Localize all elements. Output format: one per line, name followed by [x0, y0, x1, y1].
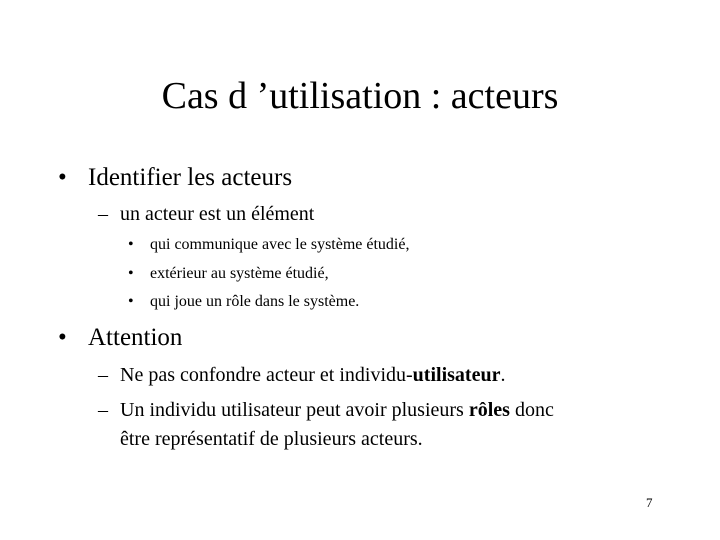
bullet-dot-icon: •: [128, 293, 134, 310]
bullet-dot-icon: •: [58, 324, 67, 351]
sub-bullet-individu-utilisateur: [98, 397, 554, 423]
list-item: [128, 234, 409, 256]
bullet-attention: [58, 323, 182, 353]
list-item: [128, 291, 359, 313]
page-number: 7: [646, 495, 653, 510]
list-item: [128, 263, 329, 285]
bullet-text: Attention: [88, 324, 183, 351]
bullet-identifier-acteurs: [58, 163, 292, 193]
slide-title: Cas d ’utilisation : acteurs: [161, 75, 559, 117]
list-item-text: qui communique avec le système étudié,: [150, 236, 410, 253]
emphasis-utilisateur: utilisateur: [412, 364, 501, 386]
bullet-dot-icon: •: [58, 164, 67, 191]
sub-bullet-tail: donc: [509, 399, 554, 421]
dash-icon: –: [98, 203, 108, 225]
bullet-text: Identifier les acteurs: [88, 164, 293, 191]
list-item-text: extérieur au système étudié,: [150, 265, 329, 282]
dash-icon: –: [98, 399, 108, 421]
sub-bullet-acteur-element: [98, 201, 314, 227]
list-item-text: qui joue un rôle dans le système.: [150, 293, 360, 310]
sub-bullet-text: Ne pas confondre acteur et individu-: [120, 364, 413, 386]
sub-bullet-text: Un individu utilisateur peut avoir plusieurs: [120, 399, 469, 421]
sub-bullet-text: un acteur est un élément: [120, 203, 315, 225]
bullet-dot-icon: •: [128, 236, 134, 253]
emphasis-roles: rôles: [468, 399, 510, 421]
sub-bullet-continuation: être représentatif de plusieurs acteurs.: [120, 428, 423, 450]
sub-bullet-ne-pas-confondre: [98, 362, 505, 388]
dash-icon: –: [98, 364, 108, 386]
bullet-dot-icon: •: [128, 265, 134, 282]
sub-bullet-tail: .: [500, 364, 506, 386]
